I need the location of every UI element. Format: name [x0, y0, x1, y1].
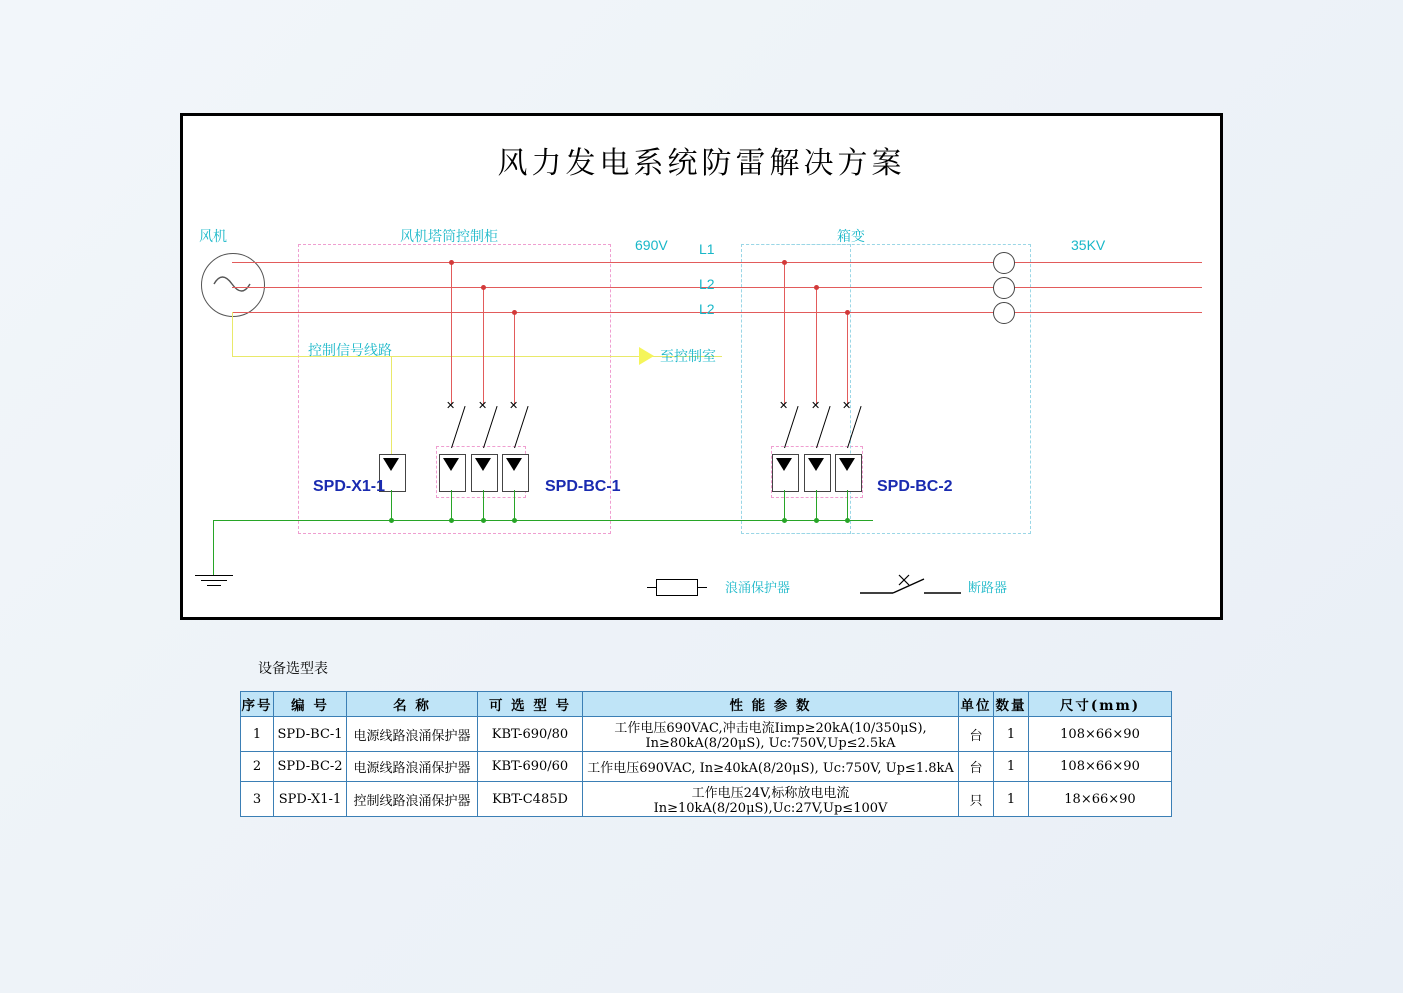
cell-size: 108×66×90	[1029, 752, 1172, 782]
device-selection-table	[240, 691, 1172, 817]
drop-l2-g2	[816, 287, 817, 404]
cell-code: SPD-X1-1	[274, 782, 347, 817]
cell-index: 3	[241, 782, 274, 817]
transformer-coil-3	[993, 302, 1015, 324]
label-to-control-room: 至控制室	[660, 348, 716, 364]
ground-dot-g2-3	[845, 518, 850, 523]
spd-bc-2-arrow-3	[839, 458, 855, 471]
cell-qty: 1	[994, 782, 1029, 817]
table-row	[241, 717, 1172, 752]
legend-spd-label: 浪涌保护器	[725, 580, 791, 595]
sine-wave-icon	[202, 254, 262, 314]
label-l1: L1	[699, 241, 715, 257]
breaker-x-g2-3: ✕	[842, 400, 852, 412]
breaker-x-g2-1: ✕	[779, 400, 789, 412]
tap-dot-l1-g1	[449, 260, 454, 265]
header-code: 编 号	[274, 692, 347, 717]
transformer-coil-2	[993, 277, 1015, 299]
control-signal-drop	[232, 312, 233, 356]
tap-dot-l2-g1	[481, 285, 486, 290]
spd-bc-1-arrow-1	[443, 458, 459, 471]
tap-dot-l1-g2	[782, 260, 787, 265]
cell-index: 1	[241, 717, 274, 752]
ground-bus	[213, 520, 873, 521]
tap-dot-l3-g2	[845, 310, 850, 315]
diagram-title: 风力发电系统防雷解决方案	[497, 146, 906, 181]
ground-dot-g2-2	[814, 518, 819, 523]
cell-qty: 1	[994, 717, 1029, 752]
ground-drop-g1-1	[451, 490, 452, 520]
cell-params: 工作电压690VAC,冲击电流Ⅰimp≥20kA(10/350μS), In≥80kA(8/20μS), Uc:750V,Up≤2.5kA	[583, 717, 959, 752]
drop-l3-g2	[847, 312, 848, 404]
breaker-x-g1-2: ✕	[478, 400, 488, 412]
label-box-transformer: 箱变	[837, 228, 865, 244]
ground-dot-g1-1	[449, 518, 454, 523]
cell-model: KBT-690/80	[478, 717, 583, 752]
cell-name: 电源线路浪涌保护器	[347, 717, 478, 752]
cell-unit: 台	[959, 752, 994, 782]
header-unit: 单位	[959, 692, 994, 717]
table-caption: 设备选型表	[258, 660, 328, 676]
cell-name: 电源线路浪涌保护器	[347, 752, 478, 782]
spd-x1-1-arrow	[383, 458, 399, 471]
ground-drop-g1-2	[483, 490, 484, 520]
label-l3: L2	[699, 301, 715, 317]
cell-size: 108×66×90	[1029, 717, 1172, 752]
label-spd-bc-2: SPD-BC-2	[877, 478, 953, 495]
signal-drop-to-spd	[391, 356, 392, 454]
label-spd-x1-1: SPD-X1-1	[313, 478, 386, 495]
cell-model: KBT-690/60	[478, 752, 583, 782]
cell-code: SPD-BC-2	[274, 752, 347, 782]
label-fan: 风机	[199, 228, 227, 244]
label-35kv: 35KV	[1071, 237, 1106, 253]
spd-bc-2-arrow-2	[808, 458, 824, 471]
drop-l2-g1	[483, 287, 484, 404]
cell-code: SPD-BC-1	[274, 717, 347, 752]
cell-params: 工作电压24V,标称放电电流In≥10kA(8/20μS),Uc:27V,Up≤100V	[583, 782, 959, 817]
cell-params: 工作电压690VAC, In≥40kA(8/20μS), Uc:750V, Up≤1.8kA	[583, 752, 959, 782]
label-l2: L2	[699, 276, 715, 292]
cell-index: 2	[241, 752, 274, 782]
spd-bc-2-arrow-1	[776, 458, 792, 471]
drop-l1-g1	[451, 262, 452, 404]
cell-model: KBT-C485D	[478, 782, 583, 817]
label-control-signal-line: 控制信号线路	[308, 342, 392, 358]
ground-dot-g1-2	[481, 518, 486, 523]
cell-name: 控制线路浪涌保护器	[347, 782, 478, 817]
ground-dot-g1-3	[512, 518, 517, 523]
ground-drop-g2-1	[784, 490, 785, 520]
tap-dot-l2-g2	[814, 285, 819, 290]
ground-drop-g2-2	[816, 490, 817, 520]
earth-stem	[213, 520, 214, 575]
header-params: 性 能 参 数	[583, 692, 959, 717]
header-size: 尺寸(mm)	[1029, 692, 1172, 717]
transformer-coil-1	[993, 252, 1015, 274]
header-qty: 数量	[994, 692, 1029, 717]
drop-l1-g2	[784, 262, 785, 404]
legend-breaker-symbol	[858, 571, 963, 601]
breaker-x-g2-2: ✕	[811, 400, 821, 412]
tap-dot-l3-g1	[512, 310, 517, 315]
legend-breaker-label: 断路器	[968, 580, 1008, 595]
signal-arrow-icon	[639, 347, 654, 365]
breaker-x-g1-3: ✕	[509, 400, 519, 412]
cell-unit: 台	[959, 717, 994, 752]
spd-bc-1-arrow-3	[506, 458, 522, 471]
diagram-frame	[180, 113, 1223, 620]
drop-l3-g1	[514, 312, 515, 404]
spd-bc-1-arrow-2	[475, 458, 491, 471]
ground-drop-x1	[391, 490, 392, 520]
cell-size: 18×66×90	[1029, 782, 1172, 817]
line-l3	[232, 312, 1202, 313]
table-row	[241, 752, 1172, 782]
ground-drop-g2-3	[847, 490, 848, 520]
label-690v: 690V	[635, 237, 668, 253]
cell-qty: 1	[994, 752, 1029, 782]
line-l1	[232, 262, 1202, 263]
table-header-row	[241, 692, 1172, 717]
breaker-x-g1-1: ✕	[446, 400, 456, 412]
label-tower-cabinet: 风机塔筒控制柜	[400, 228, 498, 244]
cell-unit: 只	[959, 782, 994, 817]
legend-spd-symbol	[656, 579, 698, 596]
header-name: 名 称	[347, 692, 478, 717]
header-model: 可 选 型 号	[478, 692, 583, 717]
ground-dot-x1	[389, 518, 394, 523]
table-row	[241, 782, 1172, 817]
header-index: 序号	[241, 692, 274, 717]
line-l2	[232, 287, 1202, 288]
label-spd-bc-1: SPD-BC-1	[545, 478, 621, 495]
ground-drop-g1-3	[514, 490, 515, 520]
ground-dot-g2-1	[782, 518, 787, 523]
